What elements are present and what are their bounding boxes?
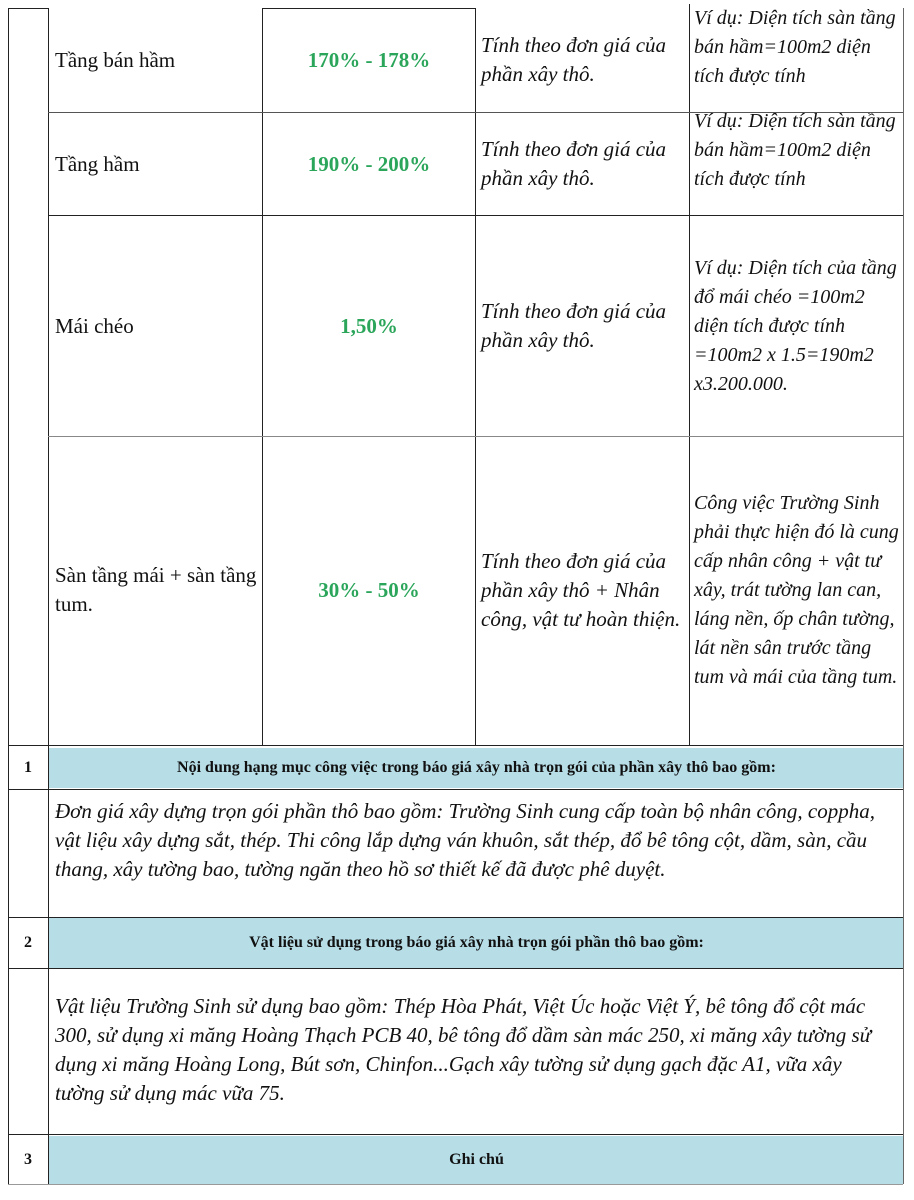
row-name: Tầng bán hầm: [55, 47, 176, 72]
row-note: Tính theo đơn giá của phần xây thô.: [481, 33, 667, 86]
grid-line: [8, 8, 48, 9]
row-note: Tính theo đơn giá của phần xây thô.: [481, 299, 667, 352]
row-percent-cell: [263, 113, 475, 215]
grid-line: [8, 968, 903, 969]
section-index: 2: [8, 918, 48, 968]
row-example: Ví dụ: Diện tích của tầng đổ mái chéo =100m2 diện tích được tính =100m2 x 1.5=190m2 x3.200.000.: [694, 256, 897, 395]
section-body: Đơn giá xây dựng trọn gói phần thô bao gồm: Trường Sinh cung cấp toàn bộ nhân công, coppha, vật liệu xây dựng sắt, thép. Thi công lắp dựng ván khuôn, sắt thép, đổ bê tông cột, dầm, sàn, cầu thang, xây tường bao, tường ngăn theo hồ sơ thiết kế đã được phê duyệt.: [55, 799, 875, 881]
row-note-cell: [476, 437, 689, 743]
row-note-cell: [476, 113, 689, 215]
grid-line: [903, 8, 904, 1184]
grid-line: [48, 8, 49, 1184]
section-index: 3: [8, 1136, 48, 1184]
row-name-cell: [49, 113, 262, 215]
row-percent: 170% - 178%: [307, 47, 431, 72]
grid-line: [475, 8, 476, 745]
row-note-cell: [476, 8, 689, 112]
grid-line: [8, 1184, 903, 1185]
grid-line: [48, 436, 903, 437]
row-percent-cell: [263, 437, 475, 743]
row-example-cell: [690, 107, 904, 215]
row-example-cell: [690, 4, 904, 112]
section-heading: Vật liệu sử dụng trong báo giá xây nhà trọn gói phần thô bao gồm:: [49, 918, 904, 968]
grid-line: [262, 8, 475, 9]
grid-line: [8, 789, 903, 790]
row-name: Tầng hầm: [55, 151, 140, 176]
row-example: Ví dụ: Diện tích sàn tầng bán hầm=100m2 diện tích được tính: [694, 7, 896, 87]
row-percent: 30% - 50%: [318, 577, 420, 602]
row-note: Tính theo đơn giá của phần xây thô + Nhân công, vật tư hoàn thiện.: [481, 548, 681, 631]
row-example-cell: [690, 216, 904, 436]
section-body: Vật liệu Trường Sinh sử dụng bao gồm: Thép Hòa Phát, Việt Úc hoặc Việt Ý, bê tông đổ cột mác 300, sử dụng xi măng Hoàng Thạch PCB 40, bê tông đổ dầm sàn mác 250, xi măng xây tường sử dụng xi măng Hoàng Long, Bút sơn, Chinfon...Gạch xây tường sử dụng gạch đặc A1, vữa xây tường sử dụng mác vữa 75.: [55, 994, 872, 1105]
row-note: Tính theo đơn giá của phần xây thô.: [481, 137, 667, 190]
section-index: 1: [8, 748, 48, 788]
grid-line: [48, 215, 903, 216]
row-percent: 190% - 200%: [307, 151, 431, 176]
row-example-cell: [690, 437, 904, 743]
row-name-cell: [49, 216, 262, 436]
row-name: Mái chéo: [55, 313, 134, 338]
grid-line: [262, 8, 263, 745]
row-name-cell: [49, 8, 262, 112]
row-example: Ví dụ: Diện tích sàn tầng bán hầm=100m2 diện tích được tính: [694, 110, 896, 190]
section-heading: Ghi chú: [49, 1136, 904, 1184]
section-heading: Nội dung hạng mục công việc trong báo giá xây nhà trọn gói của phần xây thô bao gồm:: [49, 748, 904, 788]
row-percent-cell: [263, 216, 475, 436]
row-example: Công việc Trường Sinh phải thực hiện đó là cung cấp nhân công + vật tư xây, trát tường lan can, láng nền, ốp chân tường, lát nền sân trước tầng tum và mái của tầng tum.: [694, 491, 899, 688]
grid-line: [8, 8, 9, 1184]
grid-line: [8, 1134, 903, 1135]
row-name: Sàn tầng mái + sàn tầng tum.: [55, 563, 257, 616]
grid-line: [689, 4, 690, 745]
grid-line: [8, 917, 903, 918]
grid-line: [8, 745, 903, 746]
grid-line: [48, 112, 903, 113]
row-percent-cell: [263, 8, 475, 112]
row-note-cell: [476, 216, 689, 436]
row-percent: 1,50%: [340, 313, 398, 338]
row-name-cell: [49, 437, 262, 743]
